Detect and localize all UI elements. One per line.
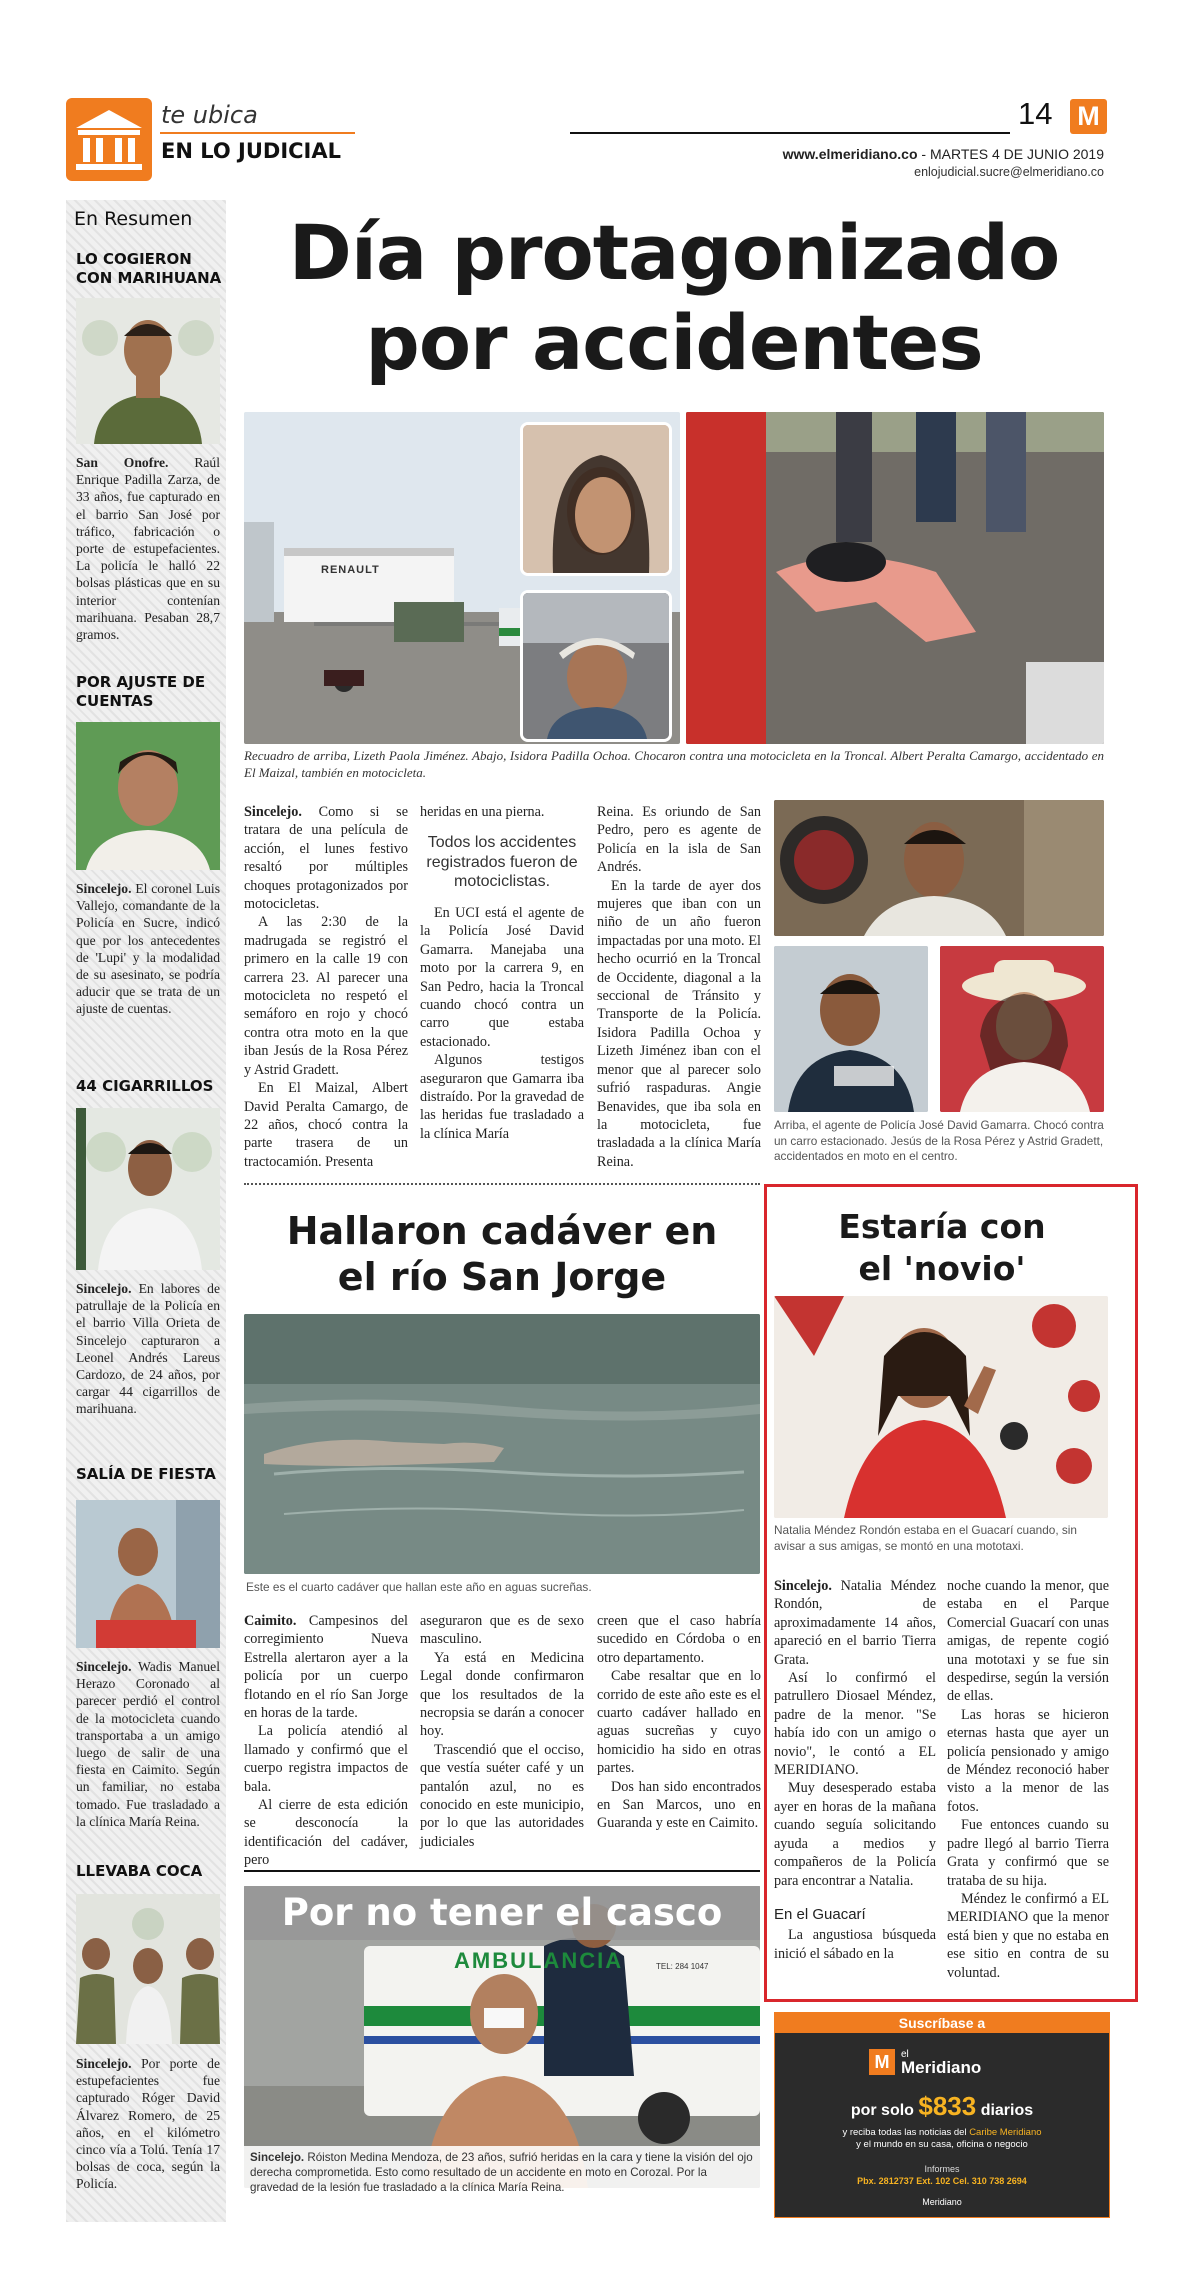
site-date-line: www.elmeridiano.co - MARTES 4 DE JUNIO 2019 <box>782 146 1104 162</box>
novio-subhead: En el Guacarí <box>774 1905 866 1923</box>
river-photo-caption: Este es el cuarto cadáver que hallan este año en aguas sucreñas. <box>246 1580 592 1594</box>
sidebar-heading: 44 CIGARRILLOS <box>76 1077 214 1095</box>
ad-price: por solo $833 diarios <box>850 2091 1034 2121</box>
section-logo <box>66 98 152 181</box>
sidebar-item-text: Sincelejo. Por porte de estupefacientes fue capturado Róger David Álvarez Romero, de 25 años, en el kilómetro cinco vía a Tolú. Tenía 17 bolsas de coca, según la Policía. <box>76 2056 220 2192</box>
ad-line2: y el mundo en su casa, oficina o negocio <box>856 2139 1028 2150</box>
dealership-sign: RENAULT <box>321 564 380 576</box>
girl-photo <box>774 1296 1108 1518</box>
sidebar-item-text: Sincelejo. El coronel Luis Vallejo, comandante de la Policía en Sucre, indicó que por los antecedentes de 'Lupi' y la modalidad de su asesinato, se podría aducir que se trata de un ajuste de cuentas. <box>76 881 220 1017</box>
man-selfie-photo <box>774 946 928 1112</box>
mugshot-photo <box>76 1108 220 1270</box>
helmet-photo-caption: Sincelejo. Róiston Medina Mendoza, de 23 años, sufrió heridas en la cara y tiene la visión del ojo derecha comprometida. Esto como resultado de un accidente en moto en Corozal. Por la gravedad de la lesión fue trasladado a la clínica María Reina. <box>244 2146 762 2199</box>
woman-hat-photo <box>940 946 1104 1112</box>
right-photos-caption: Arriba, el agente de Policía José David Gamarra. Chocó contra un carro estacionado. Jesús de la Rosa Pérez y Astrid Gradett, accidentados en moto en el centro. <box>774 1118 1104 1163</box>
injured-man-photo <box>686 412 1104 744</box>
river-story-col3: creen que el caso habría sucedido en Córdoba o en otro departamento. Cabe resaltar que en lo corrido de este año este es el cuarto cadáver hallado en aguas sucreñas y cuyo homicidio ha sido en otras partes. Dos han sido encontrados en San Marcos, uno en Guaranda y este en Caimito. <box>597 1613 761 1832</box>
river-headline: Hallaron cadáver en el río San Jorge <box>286 1209 718 1299</box>
river-photo <box>244 1314 760 1574</box>
ad-footer-brand: Meridiano <box>922 2197 962 2207</box>
ad-line1: y reciba todas las noticias del Caribe Meridiano <box>842 2127 1042 2138</box>
inset-woman-photo <box>520 422 672 576</box>
section-email[interactable]: enlojudicial.sucre@elmeridiano.co <box>914 165 1104 179</box>
subscription-ad[interactable] <box>774 2012 1110 2218</box>
brand-logo: M <box>1070 99 1107 134</box>
site-url[interactable]: www.elmeridiano.co <box>782 146 918 162</box>
main-photo-caption: Recuadro de arriba, Lizeth Paola Jiménez. Abajo, Isidora Padilla Ochoa. Chocaron contra una motocicleta en la Troncal. Albert Peralta Camargo, accidentado en El Maizal, también en motocicleta. <box>244 748 1104 780</box>
section-title: EN LO JUDICIAL <box>161 139 341 163</box>
portrait-photo <box>76 722 220 870</box>
mugshot-photo <box>76 298 220 444</box>
police-agent-photo <box>774 800 1104 936</box>
issue-date: MARTES 4 DE JUNIO 2019 <box>929 146 1104 162</box>
sidebar-title: En Resumen <box>74 208 193 230</box>
ad-banner: Suscríbase a <box>775 2013 1109 2033</box>
helmet-headline: Por no tener el casco <box>244 1886 760 1940</box>
ad-logo: M el Meridiano <box>869 2049 1019 2079</box>
sidebar-heading: LO COGIERON CON MARIHUANA <box>76 250 222 287</box>
ad-brand: Meridiano <box>901 2058 982 2077</box>
novio-story-col1: Sincelejo. Natalia Méndez Rondón, de aproximadamente 14 años, apareció en el barrio Tierra Grata. Así lo confirmó el patrullero Diosael Méndez, padre de la menor. "Se había ido con un amigo o novio", le contó a EL MERIDIANO. Muy desesperado estaba ayer en horas de la mañana cuando seguía solicitando ayuda a medios y compañeros de la Policía para encontrar a Natalia. En el Guacarí La angustiosa búsqueda inició el sábado en la <box>774 1578 936 1962</box>
courthouse-icon <box>66 98 152 181</box>
patient-photo <box>76 1500 220 1648</box>
pull-quote: Todos los accidentes registrados fueron de motociclistas. <box>426 834 578 891</box>
sidebar-item-text: Sincelejo. Wadis Manuel Herazo Coronado al parecer perdió el control de la motocicleta cuando transportaba a un amigo luego de salir de una fiesta en Caimito. Según un familiar, no estaba tomado. Fue trasladado a la clínica María Reina. <box>76 1659 220 1829</box>
page-number: 14 <box>1018 96 1053 131</box>
sidebar-heading: LLEVABA COCA <box>76 1862 203 1880</box>
ad-info-label: Informes <box>924 2164 960 2174</box>
ad-logo-mark: M <box>869 2049 895 2075</box>
main-story-col2: heridas en una pierna. Todos los accidentes registrados fueron de motociclistas. En UCI está el agente de la Policía José David Gamarra. Manejaba una moto por la carrera 9, en San Pedro, hacia la Troncal cuando chocó contra un carro que estaba estacionado. Algunos testigos aseguraron que Gamarra iba distraído. Por la gravedad de las heridas fue trasladado a la clínica María <box>420 804 584 1142</box>
arrest-photo <box>76 1894 220 2044</box>
sidebar-heading: POR AJUSTE DE CUENTAS <box>76 673 206 710</box>
ambulance-label: AMBULANCIA <box>454 1948 624 1973</box>
main-story-col3: Reina. Es oriundo de San Pedro, pero es agente de Policía en la isla de San Andrés. En la tarde de ayer dos mujeres que iban con un niño de un año fueron impactadas por una moto. El hecho ocurrió en la Troncal de Occidente, diagonal a la seccional de Tránsito y Transporte de la Policía. Isidora Padilla Ochoa y Lizeth Jiménez iban con el menor que al parecer solo sufrió raspaduras. Angie Benavides, que iba sola en la motocicleta, fue trasladada a la clínica María Reina. <box>597 804 761 1170</box>
section-divider <box>244 1870 760 1872</box>
section-divider <box>244 1183 760 1185</box>
novio-story-col2: noche cuando la menor, que estaba en el Parque Comercial Guacarí con unas amigas, de repente cogió una mototaxi y se fue sin despedirse, según la versión de ellas. Las horas se hicieron eternas hasta que ayer un policía pensionado y amigo de Méndez reconoció haber visto a la menor de las fotos. Fue entonces cuando su padre llegó al barrio Tierra Grata y confirmó que se trataba de su hija. Méndez le confirmó a EL MERIDIANO que la menor está bien y que no estaba en ese sitio en contra de su voluntad. <box>947 1578 1109 1981</box>
river-story-col1: Caimito. Campesinos del corregimiento Nueva Estrella alertaron ayer a la policía por un cuerpo flotando en el río San Jorge en horas de la tarde. La policía atendió al llamado y confirmó que el cuerpo registra impactos de bala. Al cierre de esta edición se desconocía la identificación del cadáver, pero <box>244 1613 408 1869</box>
novio-headline: Estaría con el 'novio' <box>838 1207 1046 1288</box>
sidebar-heading: SALÍA DE FIESTA <box>76 1465 216 1483</box>
river-story-col2: aseguraron que es de sexo masculino. Ya está en Medicina Legal donde confirmaron que los resultados de la necropsia se darán a conocer hoy. Trascendió que el occiso, que vestía suéter café y un pantalón azul, no es conocido en este municipio, por lo que las autoridades judiciales <box>420 1613 584 1850</box>
ad-phones[interactable]: Pbx. 2812737 Ext. 102 Cel. 310 738 2694 <box>857 2176 1027 2186</box>
sidebar-item-text: San Onofre. Raúl Enrique Padilla Zarza, de 33 años, fue capturado en el barrio San José por tráfico, fabricación o porte de estupefacientes. La policía le halló 22 bolsas plásticas que en su interior contenían marihuana. Pesaban 28,7 gramos. <box>76 455 221 643</box>
main-headline: Día protagonizado por accidentes <box>288 208 1060 387</box>
girl-photo-caption: Natalia Méndez Rondón estaba en el Guacarí cuando, sin avisar a sus amigas, se montó en una mototaxi. <box>774 1523 1077 1553</box>
sidebar-item-text: Sincelejo. En labores de patrullaje de la Policía en el barrio Villa Orieta de Sincelejo capturaron a Leonel Andrés Lareus Cardozo, de 24 años, por cargar 44 cigarrillos de marihuana. <box>76 1281 220 1417</box>
inset-woman-cap-photo <box>520 590 672 742</box>
ambulance-phone: TEL: 284 1047 <box>656 1962 709 1971</box>
section-kicker: te ubica <box>161 101 258 129</box>
main-story-col1: Sincelejo. Como si se tratara de una película de acción, el lunes festivo resaltó por múltiples choques protagonizados por motocicletas. A las 2:30 de la madrugada se registró el primero en la calle 19 con carrera 23. Al parecer una motocicleta no respetó el semáforo en rojo y chocó contra otra moto en la que iban Jesús de la Rosa Pérez y Astrid Gradett. En El Maizal, Albert David Peralta Camargo, de 22 años, chocó contra la parte trasera de un tractocamión. Presenta <box>244 804 408 1170</box>
